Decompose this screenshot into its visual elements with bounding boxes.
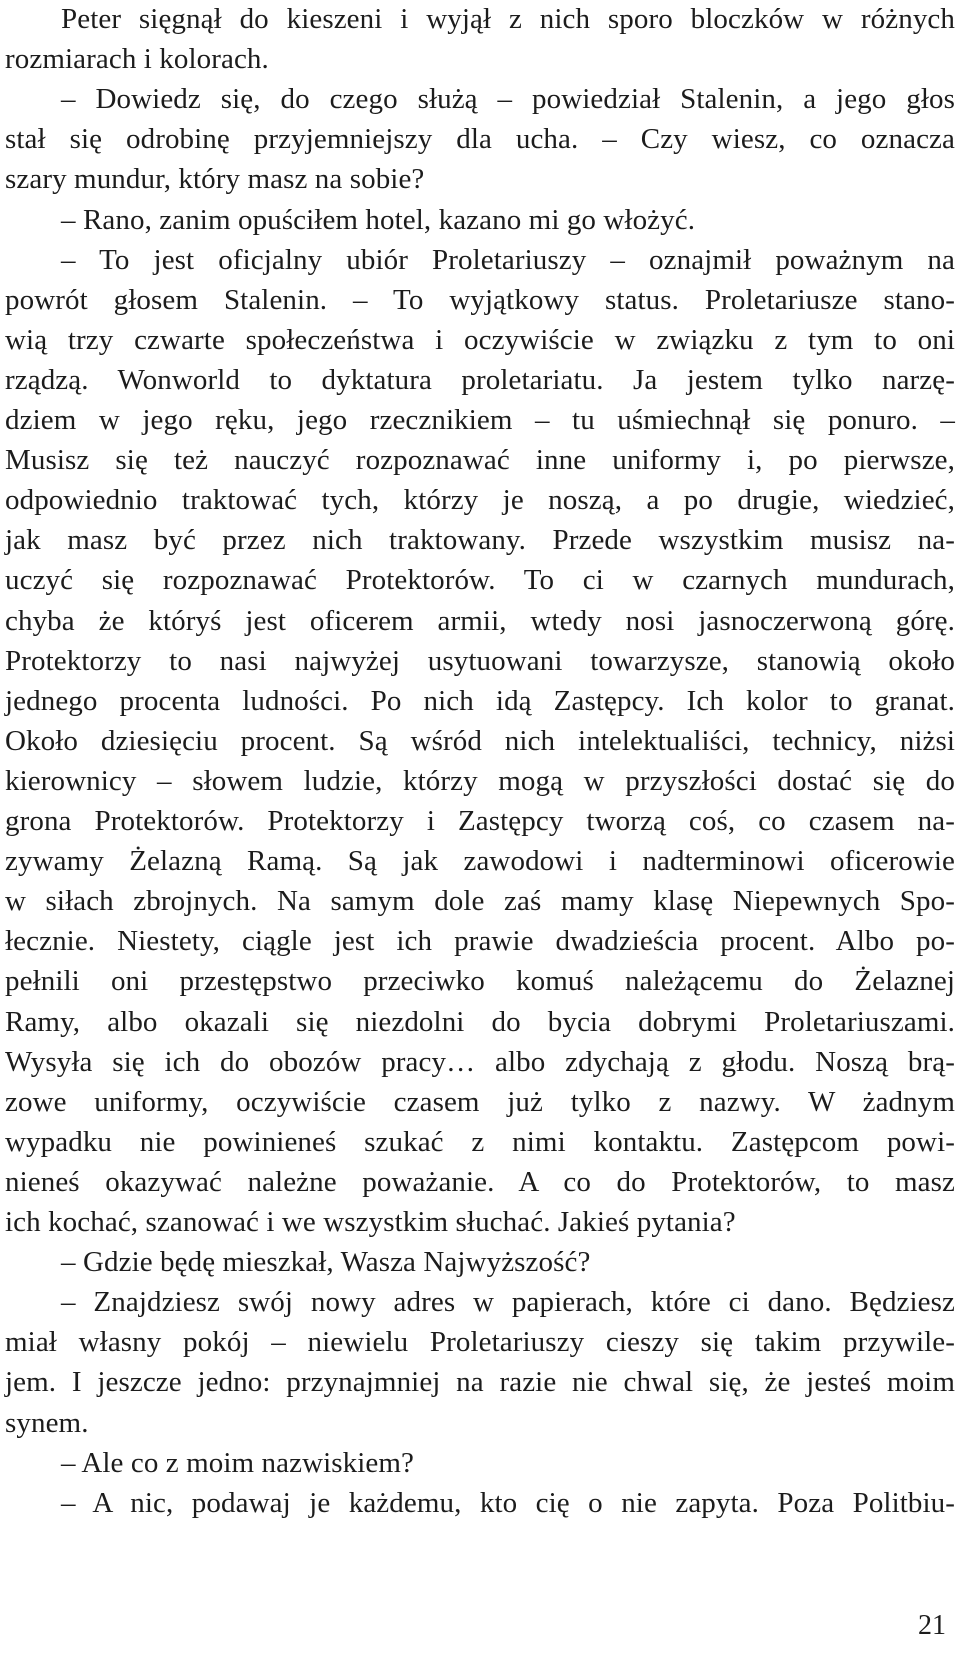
- text-line: grona Protektorów. Protektorzy i Zastępcy tworzą coś, co czasem na-: [5, 805, 955, 837]
- text-line: jednego procenta ludności. Po nich idą Zastępcy. Ich kolor to granat.: [5, 684, 955, 717]
- text-line: – Gdzie będę mieszkał, Wasza Najwyższość?: [61, 1246, 591, 1279]
- text-line: pełnili oni przestępstwo przeciwko komuś należącemu do Żelaznej: [5, 965, 955, 998]
- text-line: rozmiarach i kolorach.: [5, 43, 269, 76]
- text-line: – Dowiedz się, do czego służą – powiedział Stalenin, a jego głos: [61, 83, 955, 116]
- text-line: odpowiednio traktować tych, którzy je noszą, a po drugie, wiedzieć,: [5, 484, 955, 517]
- text-line: – To jest oficjalny ubiór Proletariuszy – oznajmił poważnym na: [61, 243, 955, 276]
- text-line: Około dziesięciu procent. Są wśród nich intelektualiści, technicy, niżsi: [5, 724, 955, 757]
- text-line: w siłach zbrojnych. Na samym dole zaś mamy klasę Niepewnych Spo-: [5, 885, 955, 918]
- text-line: synem.: [5, 1406, 89, 1439]
- text-line: nieneś okazywać należne poważanie. A co do Protektorów, to masz: [5, 1165, 955, 1198]
- text-line: Peter sięgnął do kieszeni i wyjął z nich sporo bloczków w różnych: [61, 3, 955, 35]
- text-line: Protektorzy to nasi najwyżej usytuowani towarzysze, stanowią około: [5, 644, 955, 677]
- text-line: rządzą. Wonworld to dyktatura proletariatu. Ja jestem tylko narzę-: [5, 363, 955, 396]
- text-line: – Znajdziesz swój nowy adres w papierach, które ci dano. Będziesz: [61, 1286, 955, 1319]
- text-line: miał własny pokój – niewielu Proletariuszy cieszy się takim przywile-: [5, 1326, 955, 1359]
- text-line: Ramy, albo okazali się niezdolni do bycia dobrymi Proletariuszami.: [5, 1005, 955, 1038]
- text-line: wypadku nie powinieneś szukać z nimi kontaktu. Zastępcom powi-: [5, 1125, 955, 1158]
- page-number: 21: [918, 1610, 946, 1641]
- text-line: – A nic, podawaj je każdemu, kto cię o nie zapyta. Poza Politbiu-: [61, 1486, 955, 1519]
- text-line: chyba że któryś jest oficerem armii, wtedy nosi jasnoczerwoną górę.: [5, 604, 955, 637]
- text-line: zowe uniformy, oczywiście czasem już tylko z nazwy. W żadnym: [5, 1085, 955, 1118]
- text-line: wią trzy czwarte społeczeństwa i oczywiście w związku z tym to oni: [5, 323, 955, 356]
- text-line: Musisz się też nauczyć rozpoznawać inne uniformy i, po pierwsze,: [5, 444, 955, 477]
- text-line: stał się odrobinę przyjemniejszy dla ucha. – Czy wiesz, co oznacza: [5, 123, 955, 156]
- text-line: – Rano, zanim opuściłem hotel, kazano mi go włożyć.: [61, 203, 696, 236]
- text-line: jem. I jeszcze jedno: przynajmniej na razie nie chwal się, że jesteś moim: [5, 1366, 955, 1399]
- text-line: powrót głosem Stalenin. – To wyjątkowy status. Proletariusze stano-: [5, 283, 955, 316]
- text-line: ich kochać, szanować i we wszystkim słuchać. Jakieś pytania?: [5, 1206, 736, 1238]
- text-line: zywamy Żelazną Ramą. Są jak zawodowi i nadterminowi oficerowie: [5, 845, 955, 878]
- text-line: dziem w jego ręku, jego rzecznikiem – tu uśmiechnął się ponuro. –: [5, 404, 955, 436]
- text-line: kierownicy – słowem ludzie, którzy mogą w przyszłości dostać się do: [5, 764, 955, 797]
- text-line: jak masz być przez nich traktowany. Przede wszystkim musisz na-: [5, 524, 955, 557]
- text-line: – Ale co z moim nazwiskiem?: [61, 1446, 415, 1479]
- text-line: uczyć się rozpoznawać Protektorów. To ci w czarnych mundurach,: [5, 564, 955, 597]
- text-line: szary mundur, który masz na sobie?: [5, 163, 425, 196]
- text-line: Wysyła się ich do obozów pracy… albo zdychają z głodu. Noszą brą-: [5, 1045, 955, 1078]
- text-line: łecznie. Niestety, ciągle jest ich prawie dwadzieścia procent. Albo po-: [5, 925, 955, 958]
